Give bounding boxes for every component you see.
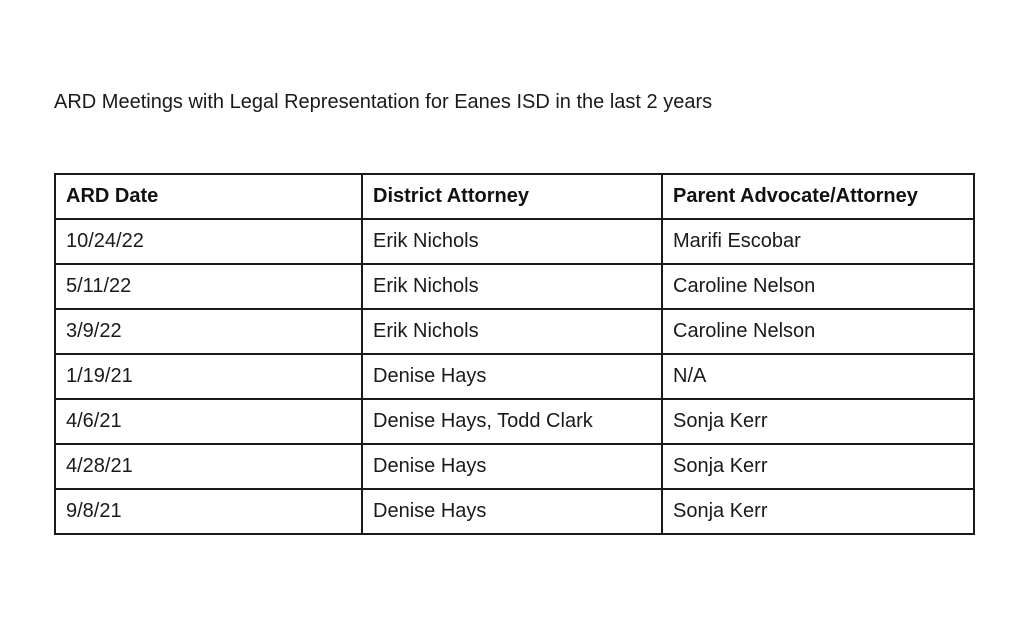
cell-ard-date: 4/28/21 (55, 444, 362, 489)
ard-meetings-table (54, 173, 975, 535)
cell-district-attorney: Denise Hays (362, 489, 662, 534)
table-row (55, 264, 974, 309)
cell-parent-advocate: Sonja Kerr (662, 489, 974, 534)
cell-ard-date: 1/19/21 (55, 354, 362, 399)
column-header-parent-advocate: Parent Advocate/Attorney (662, 174, 974, 219)
table-row (55, 444, 974, 489)
column-header-ard-date: ARD Date (55, 174, 362, 219)
cell-district-attorney: Denise Hays, Todd Clark (362, 399, 662, 444)
column-header-district-attorney: District Attorney (362, 174, 662, 219)
cell-district-attorney: Erik Nichols (362, 264, 662, 309)
cell-ard-date: 9/8/21 (55, 489, 362, 534)
cell-parent-advocate: Caroline Nelson (662, 309, 974, 354)
document-title: ARD Meetings with Legal Representation for Eanes ISD in the last 2 years (54, 91, 713, 113)
cell-district-attorney: Erik Nichols (362, 219, 662, 264)
cell-parent-advocate: Caroline Nelson (662, 264, 974, 309)
cell-parent-advocate: Sonja Kerr (662, 399, 974, 444)
cell-parent-advocate: Sonja Kerr (662, 444, 974, 489)
cell-ard-date: 3/9/22 (55, 309, 362, 354)
cell-ard-date: 4/6/21 (55, 399, 362, 444)
cell-parent-advocate: Marifi Escobar (662, 219, 974, 264)
cell-district-attorney: Erik Nichols (362, 309, 662, 354)
table-row (55, 219, 974, 264)
table-row (55, 489, 974, 534)
table-row (55, 309, 974, 354)
cell-ard-date: 10/24/22 (55, 219, 362, 264)
table-row (55, 399, 974, 444)
table-header-row (55, 174, 974, 219)
cell-district-attorney: Denise Hays (362, 354, 662, 399)
table-row (55, 354, 974, 399)
cell-ard-date: 5/11/22 (55, 264, 362, 309)
cell-district-attorney: Denise Hays (362, 444, 662, 489)
cell-parent-advocate: N/A (662, 354, 974, 399)
